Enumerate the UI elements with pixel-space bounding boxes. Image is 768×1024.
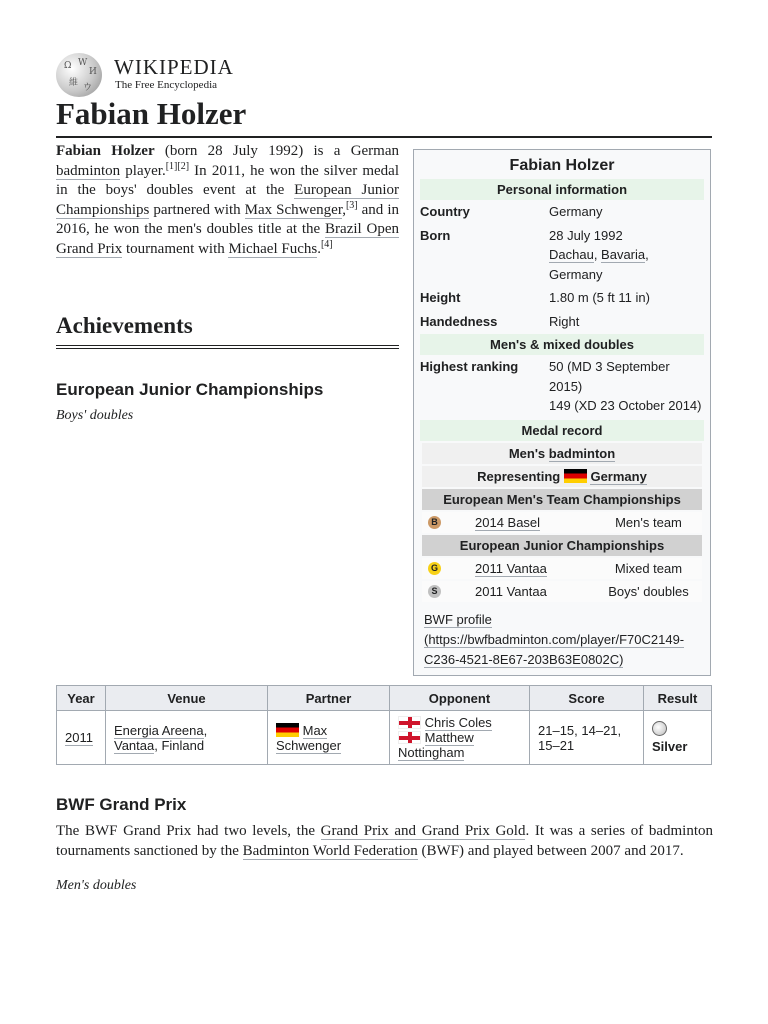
para-text: . It was a series of badminton tournaments sanctioned by the xyxy=(56,823,713,859)
separator: , xyxy=(645,247,649,262)
born-country: Germany xyxy=(549,266,603,282)
infobox-title: Fabian Holzer xyxy=(509,157,615,174)
medal-category: European Men's Team Championships xyxy=(422,489,702,510)
lead-text: and in 2016, he won the men's doubles title at the xyxy=(56,201,399,238)
separator: , xyxy=(593,247,602,262)
medal-discipline: Boys' doubles xyxy=(608,583,689,599)
medal-category: European Junior Championships xyxy=(422,535,702,556)
link-bwf[interactable]: Badminton World Federation xyxy=(242,842,418,859)
row-label: Height xyxy=(420,290,461,305)
medal-record-header: Medal record xyxy=(420,420,704,441)
venue-country: , Finland xyxy=(154,737,205,753)
subject-name: Fabian Holzer xyxy=(56,143,155,159)
link-vantaa[interactable]: Vantaa xyxy=(114,737,155,753)
link-european-junior-championships[interactable]: European Junior Championships xyxy=(56,182,399,218)
link-year-2011[interactable]: 2011 xyxy=(65,730,93,745)
medal-discipline: Men's team xyxy=(615,514,682,530)
link-max-schwenger[interactable]: Max Schwenger xyxy=(244,201,343,218)
bwf-profile-row xyxy=(424,610,700,670)
ref-4[interactable]: [4] xyxy=(320,238,333,250)
row-value: Germany xyxy=(549,204,603,219)
bwf-grand-prix-paragraph xyxy=(56,822,713,861)
ranking-xd: 149 (XD 23 October 2014) xyxy=(549,398,702,413)
medal-record xyxy=(422,443,702,602)
medal-event-link[interactable]: 2011 Vantaa xyxy=(475,560,547,576)
sport-prefix: Men's xyxy=(508,445,549,461)
england-flag-icon xyxy=(398,731,421,744)
medal-badge-icon: S xyxy=(428,585,441,598)
column-header: Opponent xyxy=(390,686,530,711)
medal-badge-icon: B xyxy=(428,516,441,529)
cell-score: 21–15, 14–21, 15–21 xyxy=(530,711,644,765)
germany-flag-icon xyxy=(276,723,299,737)
cell-partner xyxy=(268,711,390,765)
medal-sport-row xyxy=(422,443,702,464)
medal-item xyxy=(422,581,702,602)
lead-text: , xyxy=(342,201,346,218)
ref-3[interactable]: [3] xyxy=(345,199,358,211)
medal-event xyxy=(475,558,595,579)
cell-result xyxy=(644,711,712,765)
infobox xyxy=(413,149,711,676)
row-label: Handedness xyxy=(420,313,498,329)
row-label: Born xyxy=(420,227,451,243)
infobox-row-height xyxy=(420,286,704,310)
boys-doubles-label: Boys' doubles xyxy=(56,408,134,423)
column-header: Result xyxy=(644,686,712,711)
infobox-row-highest-ranking xyxy=(420,355,704,418)
medal-event-link[interactable]: 2014 Basel xyxy=(475,514,541,530)
result-text: Silver xyxy=(652,739,688,754)
medal-event: 2011 Vantaa xyxy=(475,583,547,599)
page-title: Fabian Holzer xyxy=(56,96,712,138)
row-value xyxy=(549,357,704,416)
para-text: (BWF) and played between 2007 and 2017. xyxy=(417,842,684,859)
personal-information-header: Personal information xyxy=(420,179,704,200)
column-header: Partner xyxy=(268,686,390,711)
row-value: Right xyxy=(549,313,580,329)
doubles-header: Men's & mixed doubles xyxy=(420,334,704,355)
results-table xyxy=(56,685,712,765)
link-chris-coles[interactable]: Chris Coles xyxy=(424,715,492,730)
medal-event xyxy=(475,512,595,533)
lead-text: player. xyxy=(120,162,166,179)
silver-medal-icon xyxy=(652,721,667,736)
globe-glyph: 維 xyxy=(69,78,79,88)
link-energia-areena[interactable]: Energia Areena xyxy=(114,722,204,738)
table-header-row xyxy=(57,686,712,711)
ref-1-2[interactable]: [1][2] xyxy=(165,160,190,172)
bwf-grand-prix-heading: BWF Grand Prix xyxy=(56,795,187,814)
representing-label: Representing xyxy=(477,468,561,484)
wikipedia-tagline: The Free Encyclopedia xyxy=(115,79,218,91)
lead-paragraph xyxy=(56,142,399,260)
globe-glyph: W xyxy=(78,58,88,68)
row-label: Highest ranking xyxy=(420,359,519,374)
link-badminton[interactable]: badminton xyxy=(56,162,121,179)
link-germany[interactable]: Germany xyxy=(590,468,647,484)
column-header: Venue xyxy=(106,686,268,711)
born-date: 28 July 1992 xyxy=(549,227,623,243)
link-grand-prix-gold[interactable]: Grand Prix and Grand Prix Gold xyxy=(320,823,526,839)
lead-text: partnered with xyxy=(149,201,245,218)
cell-venue xyxy=(106,711,268,765)
ejc-heading: European Junior Championships xyxy=(56,380,324,399)
para-text: The BWF Grand Prix had two levels, the xyxy=(56,823,321,839)
representing-row xyxy=(422,466,702,487)
medal-discipline: Mixed team xyxy=(614,560,683,576)
medal-item xyxy=(422,512,702,533)
infobox-row-born xyxy=(420,224,704,287)
ranking-md: 50 (MD 3 September 2015) xyxy=(549,359,670,394)
link-matthew-nottingham[interactable]: Matthew Nottingham xyxy=(398,730,474,760)
mens-doubles-label: Men's doubles xyxy=(56,878,137,893)
wikipedia-wordmark: WIKIPEDIA xyxy=(114,55,234,79)
row-value xyxy=(549,226,704,285)
lead-text: tournament with xyxy=(122,240,229,257)
link-badminton-sport[interactable]: badminton xyxy=(548,445,616,461)
germany-flag-icon xyxy=(564,469,587,483)
row-label: Country xyxy=(420,204,470,219)
globe-glyph: И xyxy=(89,67,97,77)
separator: , xyxy=(203,722,208,738)
cell-year xyxy=(57,711,106,765)
row-value: 1.80 m (5 ft 11 in) xyxy=(549,290,650,305)
bwf-profile-link[interactable]: BWF profile (https://bwfbadminton.com/player/F70C2149-C236-4521-8E67-203B63E0802C) xyxy=(424,611,685,667)
column-header: Score xyxy=(530,686,644,711)
infobox-row-country xyxy=(420,200,704,224)
achievements-heading: Achievements xyxy=(56,313,399,349)
england-flag-icon xyxy=(398,716,421,729)
globe-glyph: ウ xyxy=(83,83,93,93)
link-michael-fuchs[interactable]: Michael Fuchs xyxy=(228,240,318,257)
column-header: Year xyxy=(57,686,106,711)
infobox-row-handedness xyxy=(420,310,704,335)
link-brazil-open-grand-prix[interactable]: Brazil Open Grand Prix xyxy=(56,221,399,257)
lead-text: (born 28 July 1992) is a German xyxy=(154,143,400,159)
link-dachau[interactable]: Dachau xyxy=(549,247,594,262)
table-row xyxy=(57,711,712,765)
globe-glyph: Ω xyxy=(64,61,72,71)
link-partner[interactable]: Max Schwenger xyxy=(276,722,342,753)
link-bavaria[interactable]: Bavaria xyxy=(601,247,646,262)
medal-item xyxy=(422,558,702,579)
medal-badge-icon: G xyxy=(428,562,441,575)
lead-text: In 2011, he won the silver medal in the boys' doubles event at the xyxy=(56,162,399,199)
wikipedia-globe-icon xyxy=(56,53,102,97)
cell-opponent xyxy=(390,711,530,765)
lead-text: . xyxy=(317,240,321,257)
